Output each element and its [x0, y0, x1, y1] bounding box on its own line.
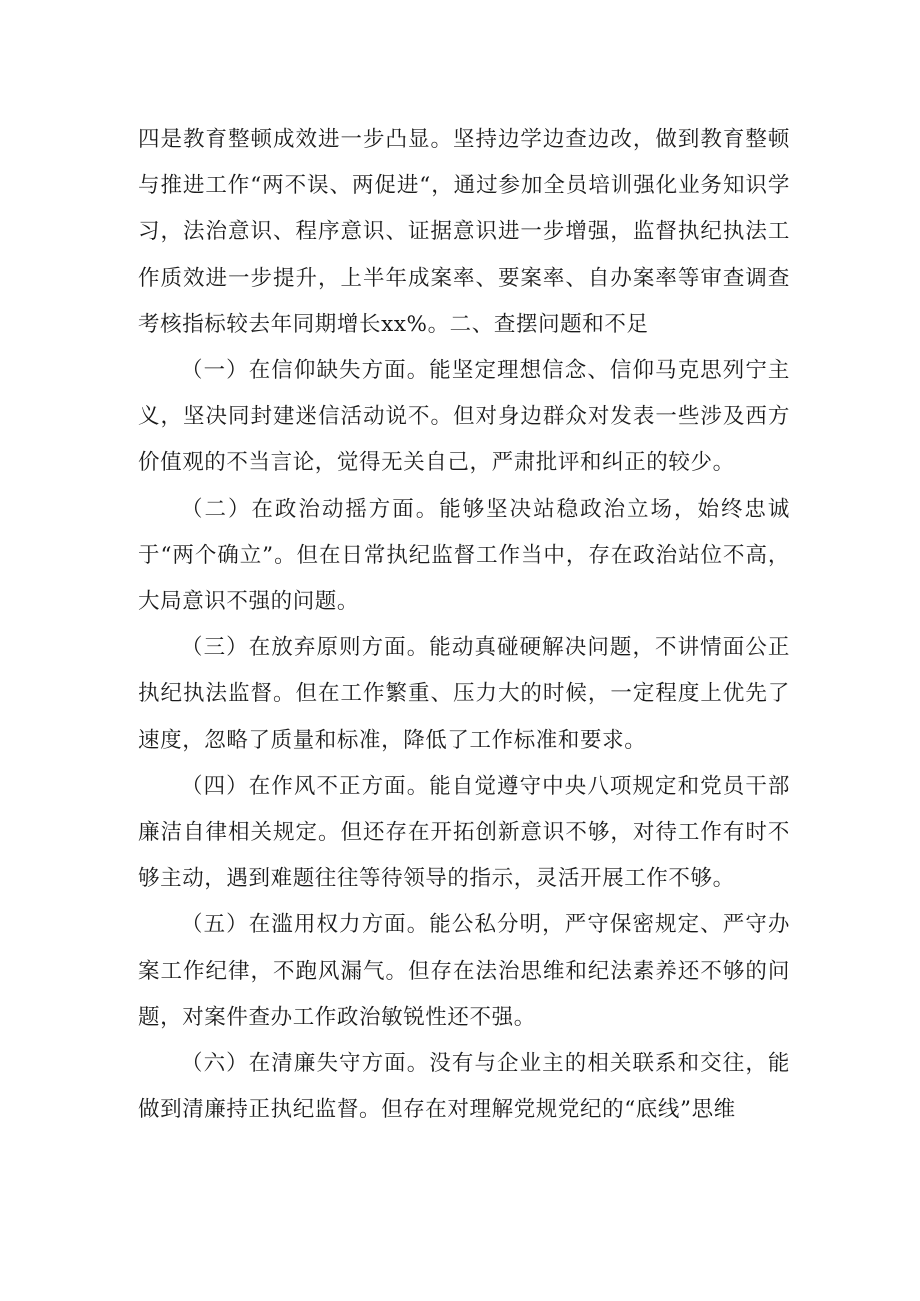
paragraph-power-abuse-issue: （五）在滥用权力方面。能公私分明，严守保密规定、严守办案工作纪律，不跑风漏气。但存在法治思维和纪法素养还不够的问题，对案件查办工作政治敏锐性还不强。 [138, 912, 790, 1030]
paragraph-integrity-issue: （六）在清廉失守方面。没有与企业主的相关联系和交往，能做到清廉持正执纪监督。但存在对理解党规党纪的“底线”思维 [138, 1051, 790, 1123]
paragraph-education-results: 四是教育整顿成效进一步凸显。坚持边学边查边改，做到教育整顿与推进工作“两不误、两促进“，通过参加全员培训强化业务知识学习，法治意识、程序意识、证据意识进一步增强，监督执纪执法工作质效进一步提升，上半年成案率、要案率、自办案率等审查调查考核指标较去年同期增长xx%。二、查摆问题和不足 [138, 127, 790, 337]
paragraph-belief-issue: （一）在信仰缺失方面。能坚定理想信念、信仰马克思列宁主义，坚决同封建迷信活动说不。但对身边群众对发表一些涉及西方价值观的不当言论，觉得无关自己，严肃批评和纠正的较少。 [138, 358, 790, 476]
paragraph-principle-issue: （三）在放弃原则方面。能动真碰硬解决问题，不讲情面公正执纪执法监督。但在工作繁重、压力大的时候，一定程度上优先了速度，忽略了质量和标准，降低了工作标准和要求。 [138, 635, 790, 753]
document-body [138, 117, 790, 1133]
paragraph-work-style-issue: （四）在作风不正方面。能自觉遵守中央八项规定和党员干部廉洁自律相关规定。但还存在开拓创新意识不够，对待工作有时不够主动，遇到难题往往等待领导的指示，灵活开展工作不够。 [138, 773, 790, 892]
paragraph-political-issue: （二）在政治动摇方面。能够坚决站稳政治立场，始终忠诚于“两个确立”。但在日常执纪监督工作当中，存在政治站位不高，大局意识不强的问题。 [138, 496, 790, 615]
